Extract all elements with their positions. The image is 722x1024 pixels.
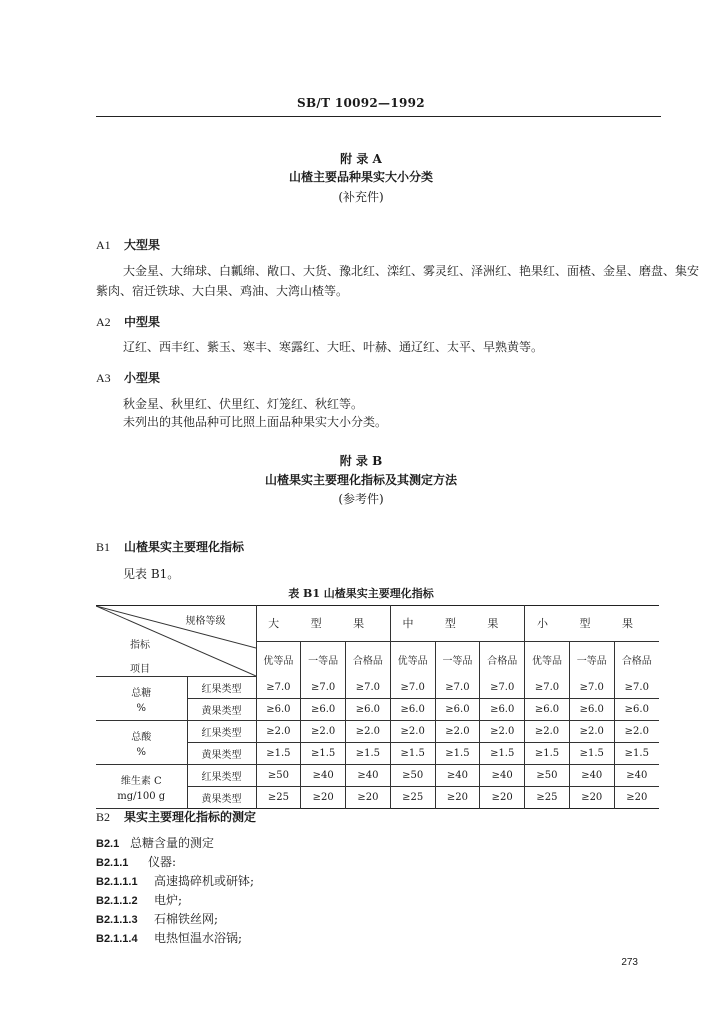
- value-cell: ≥2.0: [569, 721, 614, 743]
- section-a2-line-1: 辽红、西丰红、紫玉、寒丰、寒露红、大旺、叶赫、通辽红、太平、早熟黄等。: [123, 340, 544, 354]
- table-corner-cell: [96, 606, 256, 677]
- section-a3-heading: [96, 369, 160, 386]
- section-a2-heading: [96, 313, 160, 330]
- table-row: [96, 677, 659, 699]
- corner-label-item: 项目: [130, 664, 150, 675]
- grade-first: 一等品: [569, 641, 614, 676]
- value-cell: ≥6.0: [346, 699, 391, 721]
- value-cell: ≥1.5: [435, 743, 480, 765]
- grade-superior: 优等品: [256, 641, 301, 676]
- grade-qualified: 合格品: [614, 641, 659, 676]
- section-title: 小型果: [124, 371, 161, 385]
- section-a3-line-2: 未列出的其他品种可比照上面品种果实大小分类。: [123, 415, 388, 429]
- item-number: B2.1.1.1: [96, 876, 138, 888]
- value-cell: ≥25: [256, 787, 301, 809]
- value-cell: ≥2.0: [346, 721, 391, 743]
- value-cell: ≥7.0: [390, 677, 435, 699]
- value-cell: ≥7.0: [480, 677, 525, 699]
- value-cell: ≥20: [301, 787, 346, 809]
- b2-item-line: [96, 910, 218, 929]
- value-cell: ≥7.0: [256, 677, 301, 699]
- value-cell: ≥40: [346, 765, 391, 787]
- fruit-type-cell: 黄果类型: [187, 743, 256, 765]
- b2-item-line: [96, 834, 214, 853]
- section-title: 果实主要理化指标的测定: [124, 810, 257, 824]
- appendix-a-label: 附 录 A: [340, 152, 382, 166]
- value-cell: ≥50: [256, 765, 301, 787]
- appendix-a-title: 山楂主要品种果实大小分类: [288, 170, 433, 184]
- value-cell: ≥6.0: [390, 699, 435, 721]
- value-cell: ≥20: [435, 787, 480, 809]
- fruit-type-cell: 红果类型: [187, 677, 256, 699]
- item-name: 维生素 C: [120, 775, 162, 787]
- item-number: B2.1.1.4: [96, 933, 138, 945]
- table-header-row: [96, 606, 659, 642]
- item-name: 总糖: [131, 687, 152, 699]
- item-cell: [96, 677, 187, 721]
- value-cell: ≥20: [480, 787, 525, 809]
- value-cell: ≥6.0: [301, 699, 346, 721]
- b2-item-line: [96, 853, 176, 872]
- grade-qualified: 合格品: [346, 641, 391, 676]
- corner-label-grade: 规格等级: [185, 616, 226, 627]
- page-number: 273: [621, 957, 638, 968]
- item-text: 电炉;: [154, 893, 183, 907]
- value-cell: ≥6.0: [435, 699, 480, 721]
- item-text: 总糖含量的测定: [130, 836, 215, 850]
- value-cell: ≥25: [390, 787, 435, 809]
- value-cell: ≥1.5: [346, 743, 391, 765]
- value-cell: ≥6.0: [256, 699, 301, 721]
- grade-superior: 优等品: [390, 641, 435, 676]
- section-a1-heading: [96, 236, 160, 253]
- value-cell: ≥40: [480, 765, 525, 787]
- value-cell: ≥6.0: [525, 699, 570, 721]
- value-cell: ≥1.5: [480, 743, 525, 765]
- fruit-type-cell: 黄果类型: [187, 699, 256, 721]
- value-cell: ≥7.0: [525, 677, 570, 699]
- value-cell: ≥2.0: [614, 721, 659, 743]
- table-row: [96, 765, 659, 787]
- value-cell: ≥40: [435, 765, 480, 787]
- section-a3-line-1: 秋金星、秋里红、伏里红、灯笼红、秋红等。: [123, 397, 364, 411]
- value-cell: ≥1.5: [525, 743, 570, 765]
- value-cell: ≥7.0: [301, 677, 346, 699]
- b2-item-line: [96, 929, 242, 948]
- value-cell: ≥20: [614, 787, 659, 809]
- item-text: 仪器:: [148, 855, 177, 869]
- value-cell: ≥2.0: [480, 721, 525, 743]
- section-number: B1: [96, 540, 111, 554]
- section-number: A3: [96, 371, 111, 385]
- value-cell: ≥1.5: [614, 743, 659, 765]
- grade-superior: 优等品: [525, 641, 570, 676]
- fruit-type-cell: 红果类型: [187, 765, 256, 787]
- value-cell: ≥7.0: [435, 677, 480, 699]
- value-cell: ≥7.0: [614, 677, 659, 699]
- value-cell: ≥25: [525, 787, 570, 809]
- group-large-fruit: 大 型 果: [256, 606, 390, 642]
- section-title: 山楂果实主要理化指标: [124, 540, 245, 554]
- table-caption: 表 B1 山楂果实主要理化指标: [288, 587, 434, 600]
- value-cell: ≥6.0: [614, 699, 659, 721]
- value-cell: ≥2.0: [525, 721, 570, 743]
- indicator-table: [96, 605, 659, 809]
- section-number: A1: [96, 238, 111, 252]
- section-b2-heading: [96, 808, 256, 825]
- b2-item-line: [96, 872, 254, 891]
- value-cell: ≥20: [569, 787, 614, 809]
- b2-item-line: [96, 891, 182, 910]
- item-unit: %: [136, 746, 146, 758]
- group-medium-fruit: 中 型 果: [390, 606, 524, 642]
- grade-qualified: 合格品: [480, 641, 525, 676]
- item-number: B2.1.1.3: [96, 914, 138, 926]
- value-cell: ≥7.0: [569, 677, 614, 699]
- value-cell: ≥6.0: [569, 699, 614, 721]
- item-number: B2.1.1.2: [96, 895, 138, 907]
- table-body: [96, 677, 659, 809]
- section-a1-line-2: 紫肉、宿迁铁球、大白果、鸡油、大湾山楂等。: [96, 284, 349, 298]
- item-unit: %: [136, 702, 146, 714]
- value-cell: ≥2.0: [390, 721, 435, 743]
- item-text: 高速捣碎机或研钵;: [154, 874, 255, 888]
- section-number: B2: [96, 810, 111, 824]
- item-number: B2.1.1: [96, 857, 129, 869]
- value-cell: ≥2.0: [301, 721, 346, 743]
- item-cell: [96, 721, 187, 765]
- grade-first: 一等品: [435, 641, 480, 676]
- header-rule: [96, 116, 661, 117]
- item-text: 电热恒温水浴锅;: [154, 931, 243, 945]
- appendix-a-note: (补充件): [338, 190, 384, 204]
- table-row: [96, 721, 659, 743]
- value-cell: ≥1.5: [256, 743, 301, 765]
- value-cell: ≥50: [390, 765, 435, 787]
- value-cell: ≥1.5: [301, 743, 346, 765]
- section-a1-line-1: 大金星、大绵球、白瓤绵、敞口、大货、豫北红、滦红、雾灵红、泽洲红、艳果红、面楂、金星、磨盘、集安: [123, 264, 700, 278]
- value-cell: ≥20: [346, 787, 391, 809]
- item-cell: [96, 765, 187, 809]
- item-unit: mg/100 g: [117, 790, 166, 802]
- fruit-type-cell: 红果类型: [187, 721, 256, 743]
- standard-number-header: SB/T 10092—1992: [297, 96, 425, 110]
- appendix-b-label: 附 录 B: [339, 454, 383, 468]
- section-number: A2: [96, 315, 111, 329]
- section-title: 大型果: [124, 238, 161, 252]
- value-cell: ≥1.5: [569, 743, 614, 765]
- section-title: 中型果: [124, 315, 161, 329]
- appendix-b-note: (参考件): [338, 492, 384, 506]
- value-cell: ≥40: [569, 765, 614, 787]
- appendix-b-title: 山楂果实主要理化指标及其测定方法: [264, 473, 457, 487]
- value-cell: ≥7.0: [346, 677, 391, 699]
- value-cell: ≥40: [301, 765, 346, 787]
- value-cell: ≥50: [525, 765, 570, 787]
- value-cell: ≥6.0: [480, 699, 525, 721]
- value-cell: ≥40: [614, 765, 659, 787]
- value-cell: ≥2.0: [256, 721, 301, 743]
- corner-label-indicator: 指标: [130, 640, 150, 651]
- item-text: 石棉铁丝网;: [154, 912, 219, 926]
- corner-diagonals: [96, 606, 256, 676]
- section-b1-heading: [96, 538, 244, 555]
- fruit-type-cell: 黄果类型: [187, 787, 256, 809]
- section-b1-text: 见表 B1。: [123, 567, 180, 581]
- item-name: 总酸: [131, 731, 152, 743]
- group-small-fruit: 小 型 果: [525, 606, 659, 642]
- grade-first: 一等品: [301, 641, 346, 676]
- value-cell: ≥2.0: [435, 721, 480, 743]
- value-cell: ≥1.5: [390, 743, 435, 765]
- item-number: B2.1: [96, 838, 120, 850]
